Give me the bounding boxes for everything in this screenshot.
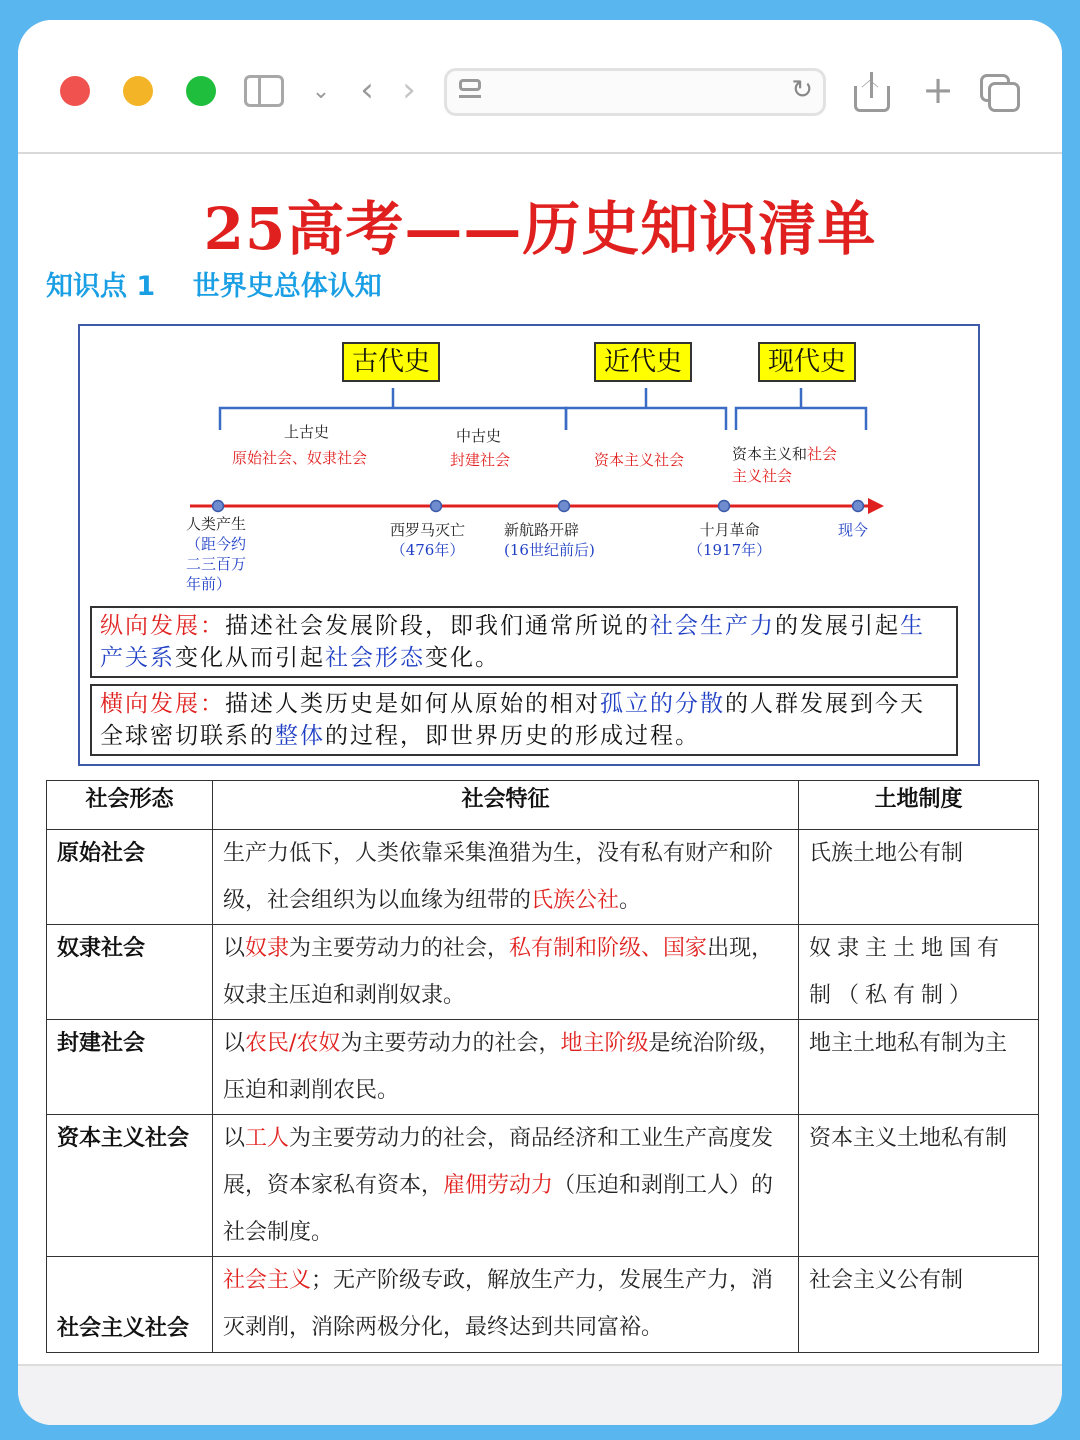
feature-key: 私有制和阶级、国家 [509,936,708,961]
share-icon[interactable]: ︿ [852,72,892,112]
vertical-text-3: 变化从而引起 [175,645,325,671]
period-ancient-name: 上古史 [284,423,330,441]
new-tab-icon[interactable]: + [922,68,954,112]
history-timeline-diagram [78,324,980,766]
address-bar[interactable] [444,68,826,116]
row-form: 社会主义社会 [47,1257,213,1353]
row-features [213,1115,799,1257]
row-form: 原始社会 [47,830,213,925]
event-october-revolution-l2: （1917年） [688,541,772,559]
row-features [213,1257,799,1353]
table-row [47,1020,1039,1115]
brace-ancient [220,388,566,430]
table-row [47,1115,1039,1257]
event-human-origin-l4: 年前） [186,575,232,593]
timeline-node-origin [213,501,224,512]
horizontal-key-1: 孤立的分散 [600,691,725,717]
contemporary-text-b: 社会 [807,445,838,463]
browser-window [18,20,1062,1425]
feature-text: 。 [619,888,642,913]
event-fall-of-rome-l1: 西罗马灭亡 [390,521,466,539]
tabs-overview-icon[interactable] [980,74,1020,110]
browser-bottom-bar [18,1364,1062,1425]
event-human-origin-l2: （距今约 [186,535,247,553]
period-contemporary-society-line2: 主义社会 [732,467,793,485]
feature-text: 是统治阶级，压迫和剥削农民。 [223,1031,781,1103]
vertical-key-2: 生产关系 [100,613,925,671]
event-fall-of-rome [390,520,465,560]
feature-key: 农民/农奴 [245,1031,341,1056]
row-land: 氏族土地公有制 [799,830,1039,925]
period-capitalist-society: 资本主义社会 [594,451,685,469]
feature-text: 以 [223,1031,246,1056]
feature-key: 地主阶级 [560,1031,649,1056]
feature-text: 为主要劳动力的社会， [340,1031,561,1056]
social-forms-table [46,780,1039,1353]
table-row [47,1257,1039,1353]
table-row [47,830,1039,925]
row-features [213,830,799,925]
reload-icon[interactable]: ↻ [791,75,813,105]
section-heading: 知识点 1 世界史总体认知 [46,271,382,302]
feature-text: （压迫和剥削工人）的社会制度。 [223,1173,774,1245]
header-social-features: 社会特征 [213,781,799,830]
timeline-node-present [853,501,864,512]
brace-modern [566,388,726,430]
row-form: 封建社会 [47,1020,213,1115]
row-land: 资本主义土地私有制 [799,1115,1039,1257]
feature-text: 为主要劳动力的社会， [289,936,510,961]
feature-key: 雇佣劳动力 [443,1173,554,1198]
forward-icon[interactable]: › [402,70,416,110]
feature-text: 生产力低下，人类依靠采集渔猎为生，没有私有财产和阶级，社会组织为以血缘为纽带的 [223,841,774,913]
vertical-text-2: 的发展引起 [775,613,900,639]
row-form: 资本主义社会 [47,1115,213,1257]
horizontal-key-2: 整体 [275,723,325,749]
row-land: 社会主义公有制 [799,1257,1039,1353]
horizontal-text-2: 的人群发展到今天全球密切联系的 [100,691,925,749]
event-present: 现今 [838,521,869,539]
minimize-window-button[interactable] [123,76,153,106]
event-fall-of-rome-l2: （476年） [390,541,465,559]
row-form: 奴隶社会 [47,925,213,1020]
header-social-form: 社会形态 [47,781,213,830]
vertical-key-1: 社会生产力 [650,613,775,639]
brace-contemporary [736,388,866,430]
feature-key: 工人 [245,1126,290,1151]
era-modern: 近代史 [594,342,692,382]
close-window-button[interactable] [60,76,90,106]
chevron-down-icon[interactable]: ⌄ [311,79,331,104]
horizontal-development-box [90,684,958,756]
row-land: 地主土地私有制为主 [799,1020,1039,1115]
feature-text: 以 [223,1126,246,1151]
vertical-label: 纵向发展： [100,613,225,639]
page-title: 25高考——历史知识清单 [203,195,877,263]
maximize-window-button[interactable] [186,76,216,106]
horizontal-text-1: 描述人类历史是如何从原始的相对 [225,691,600,717]
vertical-text-4: 变化。 [425,645,500,671]
timeline-node-voyages [559,501,570,512]
period-medieval-society: 封建社会 [450,451,511,469]
feature-key: 社会主义 [223,1268,312,1293]
back-icon[interactable]: ‹ [360,70,374,110]
feature-text: ；无产阶级专政，解放生产力，发展生产力，消灭剥削，消除两极分化，最终达到共同富裕。 [223,1268,774,1340]
timeline-arrowhead [868,498,884,514]
horizontal-text-3: 的过程，即世界历史的形成过程。 [325,723,700,749]
vertical-text-1: 描述社会发展阶段，即我们通常所说的 [225,613,650,639]
contemporary-text-a: 资本主义和 [732,445,808,463]
vertical-key-3: 社会形态 [325,645,425,671]
feature-text: 为主要劳动力的社会，商品经济和工业生产高度发展，资本家私有资本， [223,1126,774,1198]
feature-key: 奴隶 [245,936,290,961]
header-land-system: 土地制度 [799,781,1039,830]
horizontal-label: 横向发展： [100,691,225,717]
document-page [18,154,1062,1364]
event-new-sea-routes-l1: 新航路开辟 [504,521,580,539]
period-contemporary-society-line1 [732,444,837,464]
event-new-sea-routes-l2: (16世纪前后) [504,541,595,559]
sidebar-toggle-icon[interactable] [244,75,284,107]
table-header-row [47,781,1039,830]
feature-text: 以 [223,936,246,961]
timeline-node-1917 [719,501,730,512]
feature-text: 出现，奴隶主压迫和剥削奴隶。 [223,936,774,1008]
row-features [213,925,799,1020]
era-contemporary: 现代史 [758,342,856,382]
event-human-origin-l1: 人类产生 [186,515,247,533]
event-october-revolution-l1: 十月革命 [699,521,760,539]
vertical-development-box [90,606,958,678]
era-ancient: 古代史 [342,342,440,382]
event-human-origin [186,514,246,594]
event-october-revolution [688,520,771,560]
row-features [213,1020,799,1115]
period-medieval-name: 中古史 [456,427,502,445]
event-human-origin-l3: 二三百万 [186,555,247,573]
event-new-sea-routes [504,520,595,560]
row-land: 奴隶主土地国有制（私有制） [799,925,1039,1020]
timeline-node-476 [431,501,442,512]
page-menu-icon[interactable] [459,79,483,101]
table-row [47,925,1039,1020]
feature-key: 氏族公社 [531,888,620,913]
browser-toolbar [18,20,1062,154]
period-ancient-society: 原始社会、奴隶社会 [232,449,368,467]
